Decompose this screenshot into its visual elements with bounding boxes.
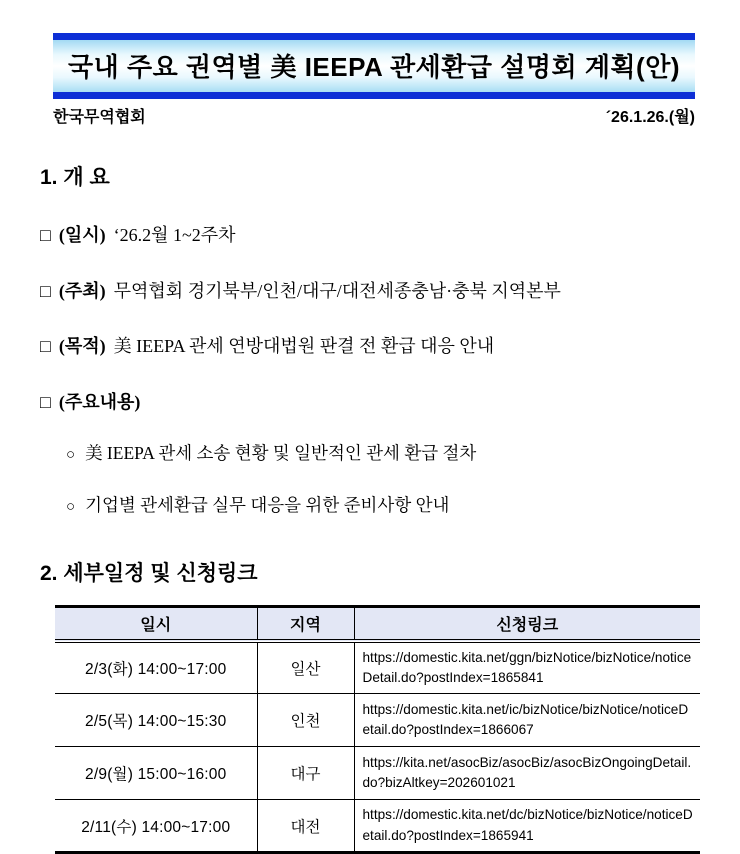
table-row — [55, 747, 700, 800]
item-text: 美 IEEPA 관세 연방대법원 판결 전 환급 대응 안내 — [113, 336, 495, 356]
item-label: (목적) — [58, 336, 106, 356]
item-text: ‘26.2월 1~2주차 — [113, 225, 236, 245]
cell-region: 일산 — [257, 641, 354, 694]
document-title: 국내 주요 권역별 美 IEEPA 관세환급 설명회 계획(안) — [68, 52, 680, 82]
column-header-region: 지역 — [257, 607, 354, 641]
circle-bullet-icon: ○ — [66, 499, 76, 515]
table-row — [55, 641, 700, 694]
square-bullet-icon: □ — [40, 336, 51, 356]
title-banner — [53, 33, 695, 99]
section1-heading: 1. 개 요 — [40, 166, 110, 189]
square-bullet-icon: □ — [40, 391, 51, 412]
cell-datetime: 2/11(수) 14:00~17:00 — [55, 800, 257, 853]
registration-link[interactable]: https://kita.net/asocBiz/asocBiz/asocBizOngoingDetail.do?bizAltkey=202601021 — [354, 747, 700, 800]
item-label: (주요내용) — [58, 391, 141, 412]
table-row — [55, 800, 700, 853]
subitem-text: 美 IEEPA 관세 소송 현황 및 일반적인 관세 환급 절차 — [85, 443, 477, 463]
cell-region: 대구 — [257, 747, 354, 800]
subitem-lawsuit-status — [66, 440, 700, 465]
item-purpose — [40, 335, 700, 358]
circle-bullet-icon: ○ — [66, 447, 76, 463]
square-bullet-icon: □ — [40, 225, 51, 245]
cell-region: 대전 — [257, 800, 354, 853]
item-main-content — [40, 391, 700, 414]
section2-heading: 2. 세부일정 및 신청링크 — [40, 562, 258, 585]
column-header-link: 신청링크 — [354, 607, 700, 641]
subitem-text: 기업별 관세환급 실무 대응을 위한 준비사항 안내 — [85, 495, 450, 515]
meta-row — [53, 104, 695, 127]
column-header-datetime: 일시 — [55, 607, 257, 641]
item-text: 무역협회 경기북부/인천/대구/대전세종충남·충북 지역본부 — [113, 280, 561, 301]
item-label: (일시) — [58, 225, 106, 245]
registration-link[interactable]: https://domestic.kita.net/dc/bizNotice/bizNotice/noticeDetail.do?postIndex=1865941 — [354, 800, 700, 853]
item-label: (주최) — [58, 280, 106, 301]
item-datetime — [40, 224, 700, 247]
registration-link[interactable]: https://domestic.kita.net/ggn/bizNotice/bizNotice/noticeDetail.do?postIndex=1865841 — [354, 641, 700, 694]
subitem-company-prep — [66, 492, 700, 517]
cell-datetime: 2/5(목) 14:00~15:30 — [55, 694, 257, 747]
cell-region: 인천 — [257, 694, 354, 747]
table-row — [55, 694, 700, 747]
document-date: ´26.1.26.(월) — [605, 109, 695, 126]
item-host — [40, 280, 700, 303]
square-bullet-icon: □ — [40, 280, 51, 301]
organization-name: 한국무역협회 — [53, 109, 146, 126]
cell-datetime: 2/9(월) 15:00~16:00 — [55, 747, 257, 800]
table-header-row — [55, 607, 700, 641]
registration-link[interactable]: https://domestic.kita.net/ic/bizNotice/bizNotice/noticeDetail.do?postIndex=1866067 — [354, 694, 700, 747]
cell-datetime: 2/3(화) 14:00~17:00 — [55, 641, 257, 694]
schedule-table — [55, 605, 700, 854]
